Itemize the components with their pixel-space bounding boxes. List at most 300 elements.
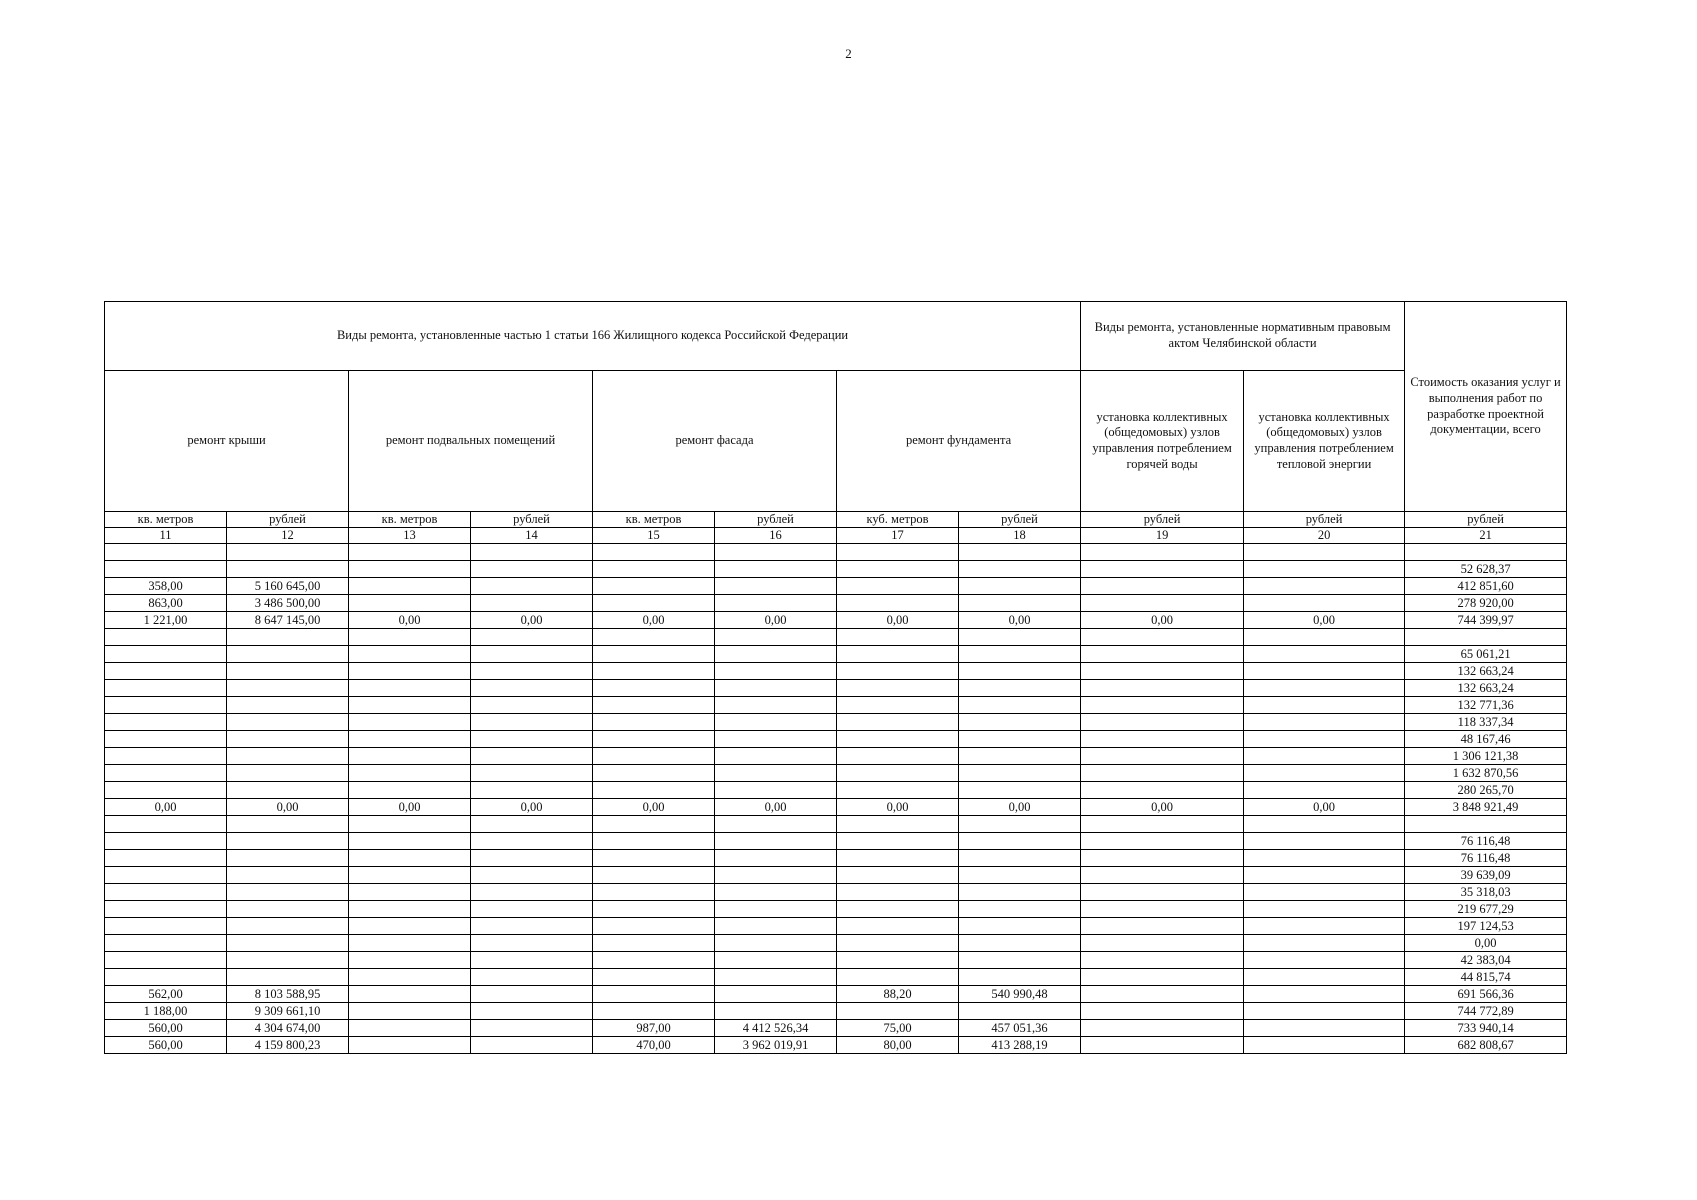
table-cell (227, 765, 349, 782)
table-cell: 35 318,03 (1405, 884, 1567, 901)
table-cell: 8 647 145,00 (227, 612, 349, 629)
table-cell (593, 986, 715, 1003)
table-cell (959, 663, 1081, 680)
table-cell (1244, 697, 1405, 714)
header-design-cost: Стоимость оказания услуг и выполнения работ по разработке проектной документации, всего (1405, 302, 1567, 512)
table-body (105, 544, 1567, 1054)
table-cell (715, 850, 837, 867)
table-row (105, 646, 1567, 663)
table-cell (959, 731, 1081, 748)
table-cell (227, 561, 349, 578)
table-cell (593, 646, 715, 663)
table-cell (837, 680, 959, 697)
table-cell (837, 544, 959, 561)
table-cell (837, 952, 959, 969)
column-number: 19 (1081, 528, 1244, 544)
table-cell (715, 901, 837, 918)
table-row (105, 884, 1567, 901)
table-cell (1081, 952, 1244, 969)
table-cell: 132 771,36 (1405, 697, 1567, 714)
table-cell: 0,00 (349, 799, 471, 816)
table-cell (105, 697, 227, 714)
table-cell (715, 561, 837, 578)
table-cell (1081, 816, 1244, 833)
table-cell (959, 697, 1081, 714)
table-row (105, 799, 1567, 816)
table-cell (349, 867, 471, 884)
table-cell: 863,00 (105, 595, 227, 612)
table-cell (471, 833, 593, 850)
header-heat-meters: установка коллективных (общедомовых) узлов управления потреблением тепловой энергии (1244, 371, 1405, 512)
table-cell (105, 663, 227, 680)
table-cell (959, 680, 1081, 697)
table-cell (1081, 918, 1244, 935)
table-cell (837, 595, 959, 612)
table-cell (959, 595, 1081, 612)
table-row (105, 850, 1567, 867)
table-cell (959, 952, 1081, 969)
table-cell (1081, 1020, 1244, 1037)
table-cell (593, 816, 715, 833)
table-cell (593, 969, 715, 986)
table-cell: 413 288,19 (959, 1037, 1081, 1054)
table-cell (593, 731, 715, 748)
table-cell: 1 632 870,56 (1405, 765, 1567, 782)
table-cell (349, 918, 471, 935)
table-cell (1081, 1037, 1244, 1054)
table-cell (471, 935, 593, 952)
table-cell (349, 833, 471, 850)
table-cell (471, 816, 593, 833)
table-cell (1081, 1003, 1244, 1020)
table-row (105, 697, 1567, 714)
table-cell (837, 646, 959, 663)
table-row (105, 1020, 1567, 1037)
table-cell: 80,00 (837, 1037, 959, 1054)
table-cell (227, 748, 349, 765)
table-cell (715, 629, 837, 646)
table-cell (349, 1037, 471, 1054)
table-cell: 118 337,34 (1405, 714, 1567, 731)
unit-label: рублей (1405, 512, 1567, 528)
table-cell (349, 969, 471, 986)
table-cell (349, 629, 471, 646)
table-cell: 0,00 (593, 612, 715, 629)
unit-label: куб. метров (837, 512, 959, 528)
table-cell (1244, 986, 1405, 1003)
table-cell (105, 969, 227, 986)
table-cell (593, 663, 715, 680)
column-number: 17 (837, 528, 959, 544)
table-cell (715, 935, 837, 952)
table-cell (227, 782, 349, 799)
table-cell: 562,00 (105, 986, 227, 1003)
table-cell (593, 850, 715, 867)
table-cell (593, 629, 715, 646)
table-cell: 132 663,24 (1405, 663, 1567, 680)
table-cell (105, 884, 227, 901)
table-cell (471, 765, 593, 782)
table-cell (349, 816, 471, 833)
table-cell (593, 595, 715, 612)
table-cell (837, 850, 959, 867)
column-numbers-row (105, 528, 1567, 544)
table-cell (715, 748, 837, 765)
table-cell: 4 304 674,00 (227, 1020, 349, 1037)
table-cell (349, 850, 471, 867)
table-cell: 0,00 (715, 799, 837, 816)
table-cell (1405, 544, 1567, 561)
table-row (105, 680, 1567, 697)
table-cell (471, 1020, 593, 1037)
table-cell: 0,00 (349, 612, 471, 629)
table-cell (1081, 595, 1244, 612)
table-cell (105, 833, 227, 850)
table-cell: 691 566,36 (1405, 986, 1567, 1003)
table-cell (715, 595, 837, 612)
table-cell (471, 748, 593, 765)
table-cell (837, 935, 959, 952)
table-cell: 39 639,09 (1405, 867, 1567, 884)
table-cell (471, 918, 593, 935)
table-cell (715, 544, 837, 561)
table-cell: 1 188,00 (105, 1003, 227, 1020)
table-row (105, 867, 1567, 884)
table-cell (1081, 646, 1244, 663)
table-cell (227, 935, 349, 952)
table-cell (715, 986, 837, 1003)
table-cell (349, 1003, 471, 1020)
table-cell: 8 103 588,95 (227, 986, 349, 1003)
table-cell (837, 884, 959, 901)
header-facade-repair: ремонт фасада (593, 371, 837, 512)
table-cell (837, 901, 959, 918)
table-cell (1244, 595, 1405, 612)
table-cell: 0,00 (593, 799, 715, 816)
table-cell (105, 748, 227, 765)
table-cell (1244, 680, 1405, 697)
table-cell: 733 940,14 (1405, 1020, 1567, 1037)
table-cell (593, 833, 715, 850)
table-cell: 560,00 (105, 1020, 227, 1037)
table-cell (471, 867, 593, 884)
table-cell: 744 772,89 (1405, 1003, 1567, 1020)
table-cell (593, 578, 715, 595)
table-cell (105, 901, 227, 918)
table-cell: 457 051,36 (959, 1020, 1081, 1037)
table-cell (349, 884, 471, 901)
table-cell (959, 1003, 1081, 1020)
table-row (105, 714, 1567, 731)
table-cell (105, 918, 227, 935)
table-cell (349, 935, 471, 952)
unit-label: рублей (715, 512, 837, 528)
table-cell (105, 867, 227, 884)
table-cell (227, 646, 349, 663)
table-cell: 0,00 (1244, 612, 1405, 629)
table-cell (593, 765, 715, 782)
table-cell (837, 561, 959, 578)
table-cell (105, 731, 227, 748)
table-cell (227, 816, 349, 833)
table-cell (959, 765, 1081, 782)
unit-label: рублей (1244, 512, 1405, 528)
table-cell (959, 969, 1081, 986)
table-cell: 0,00 (471, 612, 593, 629)
table-cell (227, 731, 349, 748)
table-row (105, 544, 1567, 561)
table-cell: 412 851,60 (1405, 578, 1567, 595)
table-cell (471, 595, 593, 612)
column-number: 20 (1244, 528, 1405, 544)
table-cell (837, 782, 959, 799)
table-cell: 1 306 121,38 (1405, 748, 1567, 765)
table-cell: 0,00 (1405, 935, 1567, 952)
table-cell (959, 935, 1081, 952)
table-cell (593, 561, 715, 578)
unit-label: рублей (959, 512, 1081, 528)
table-cell (349, 561, 471, 578)
table-cell (1244, 731, 1405, 748)
table-row (105, 578, 1567, 595)
table-cell (959, 561, 1081, 578)
table-cell (1081, 544, 1244, 561)
table-row (105, 765, 1567, 782)
table-cell: 0,00 (837, 799, 959, 816)
table-cell: 219 677,29 (1405, 901, 1567, 918)
table-cell (959, 867, 1081, 884)
table-cell (471, 697, 593, 714)
table-cell (959, 918, 1081, 935)
table-cell: 278 920,00 (1405, 595, 1567, 612)
table-cell: 0,00 (105, 799, 227, 816)
table-row (105, 629, 1567, 646)
table-cell (1244, 816, 1405, 833)
unit-label: кв. метров (349, 512, 471, 528)
table-cell (471, 731, 593, 748)
table-cell (959, 544, 1081, 561)
table-cell (227, 544, 349, 561)
table-cell: 48 167,46 (1405, 731, 1567, 748)
table-cell (959, 850, 1081, 867)
table-row (105, 748, 1567, 765)
table-cell (349, 578, 471, 595)
table-cell: 1 221,00 (105, 612, 227, 629)
table-cell: 0,00 (959, 799, 1081, 816)
table-cell (227, 714, 349, 731)
table-cell (1081, 748, 1244, 765)
table-cell (593, 697, 715, 714)
table-cell (105, 782, 227, 799)
table-row (105, 731, 1567, 748)
table-cell (227, 833, 349, 850)
table-row (105, 816, 1567, 833)
column-number: 14 (471, 528, 593, 544)
table-cell (349, 680, 471, 697)
table-cell: 358,00 (105, 578, 227, 595)
table-cell (471, 578, 593, 595)
table-cell (715, 578, 837, 595)
table-cell: 4 412 526,34 (715, 1020, 837, 1037)
table-cell (1244, 850, 1405, 867)
table-cell (715, 952, 837, 969)
table-cell (105, 765, 227, 782)
table-cell (227, 952, 349, 969)
table-cell (837, 816, 959, 833)
table-cell (959, 629, 1081, 646)
table-cell (715, 1003, 837, 1020)
table-cell (1081, 578, 1244, 595)
table-cell (1081, 714, 1244, 731)
units-row (105, 512, 1567, 528)
table-cell: 987,00 (593, 1020, 715, 1037)
table-cell: 0,00 (471, 799, 593, 816)
table-cell: 0,00 (837, 612, 959, 629)
table-cell (837, 1003, 959, 1020)
table-cell (471, 952, 593, 969)
table-cell (471, 646, 593, 663)
table-cell (593, 544, 715, 561)
table-cell (471, 680, 593, 697)
table-cell (349, 765, 471, 782)
table-cell (105, 850, 227, 867)
table-cell (471, 714, 593, 731)
table-cell (715, 782, 837, 799)
table-cell (959, 578, 1081, 595)
table-cell (959, 782, 1081, 799)
column-number: 21 (1405, 528, 1567, 544)
column-number: 12 (227, 528, 349, 544)
table-cell (1244, 765, 1405, 782)
table-cell (1244, 935, 1405, 952)
table-cell (1081, 765, 1244, 782)
table-cell: 560,00 (105, 1037, 227, 1054)
table-cell (471, 850, 593, 867)
table-cell: 682 808,67 (1405, 1037, 1567, 1054)
table-cell (1081, 697, 1244, 714)
table-cell (349, 1020, 471, 1037)
table-cell (837, 629, 959, 646)
table-cell: 744 399,97 (1405, 612, 1567, 629)
table-cell (1244, 833, 1405, 850)
table-row (105, 833, 1567, 850)
table-cell (227, 969, 349, 986)
table-cell (1244, 748, 1405, 765)
table-cell (105, 629, 227, 646)
table-row (105, 663, 1567, 680)
table-cell (1244, 646, 1405, 663)
table-cell (471, 629, 593, 646)
table-cell (105, 561, 227, 578)
table-cell (105, 646, 227, 663)
table-cell (105, 680, 227, 697)
table-cell: 0,00 (1081, 799, 1244, 816)
table-cell (959, 901, 1081, 918)
table-cell: 540 990,48 (959, 986, 1081, 1003)
table-cell (1081, 884, 1244, 901)
table-cell (837, 697, 959, 714)
table-cell (715, 714, 837, 731)
table-cell (715, 918, 837, 935)
table-cell: 0,00 (959, 612, 1081, 629)
table-cell (1244, 969, 1405, 986)
header-roof-repair: ремонт крыши (105, 371, 349, 512)
table-cell (1244, 918, 1405, 935)
table-cell (1244, 544, 1405, 561)
table-cell (715, 663, 837, 680)
table-cell (837, 578, 959, 595)
table-cell (1081, 901, 1244, 918)
column-number: 15 (593, 528, 715, 544)
table-cell (227, 867, 349, 884)
unit-label: рублей (471, 512, 593, 528)
table-cell (1081, 935, 1244, 952)
table-cell (959, 884, 1081, 901)
table-cell: 42 383,04 (1405, 952, 1567, 969)
table-cell (1244, 629, 1405, 646)
table-cell (349, 714, 471, 731)
table-cell: 3 962 019,91 (715, 1037, 837, 1054)
table-cell (593, 782, 715, 799)
table-cell (227, 884, 349, 901)
table-cell (349, 697, 471, 714)
table-row (105, 612, 1567, 629)
table-cell (1244, 714, 1405, 731)
table-row (105, 969, 1567, 986)
table-cell: 470,00 (593, 1037, 715, 1054)
table-row (105, 901, 1567, 918)
table-cell (105, 816, 227, 833)
header-basement-repair: ремонт подвальных помещений (349, 371, 593, 512)
table-row (105, 952, 1567, 969)
table-cell: 0,00 (1081, 612, 1244, 629)
table-cell (1081, 561, 1244, 578)
table-cell (349, 595, 471, 612)
table-cell (959, 646, 1081, 663)
unit-label: кв. метров (593, 512, 715, 528)
repair-cost-table (104, 301, 1567, 1054)
table-cell (715, 765, 837, 782)
table-cell (105, 714, 227, 731)
table-cell (471, 901, 593, 918)
table-cell (593, 680, 715, 697)
table-cell (349, 901, 471, 918)
table-row (105, 561, 1567, 578)
table-row (105, 935, 1567, 952)
table-cell (715, 867, 837, 884)
table-row (105, 782, 1567, 799)
table-cell: 9 309 661,10 (227, 1003, 349, 1020)
table-cell (1405, 816, 1567, 833)
table-cell: 88,20 (837, 986, 959, 1003)
table-cell: 0,00 (1244, 799, 1405, 816)
column-number: 11 (105, 528, 227, 544)
table-cell (227, 918, 349, 935)
table-cell: 0,00 (715, 612, 837, 629)
table-cell (349, 731, 471, 748)
table-cell (227, 680, 349, 697)
table-cell (227, 901, 349, 918)
table-cell (349, 544, 471, 561)
table-cell (471, 1037, 593, 1054)
table-cell (837, 918, 959, 935)
table-cell: 52 628,37 (1405, 561, 1567, 578)
table-cell: 4 159 800,23 (227, 1037, 349, 1054)
table-cell (105, 544, 227, 561)
table-cell (593, 884, 715, 901)
table-cell (837, 969, 959, 986)
table-cell (593, 714, 715, 731)
